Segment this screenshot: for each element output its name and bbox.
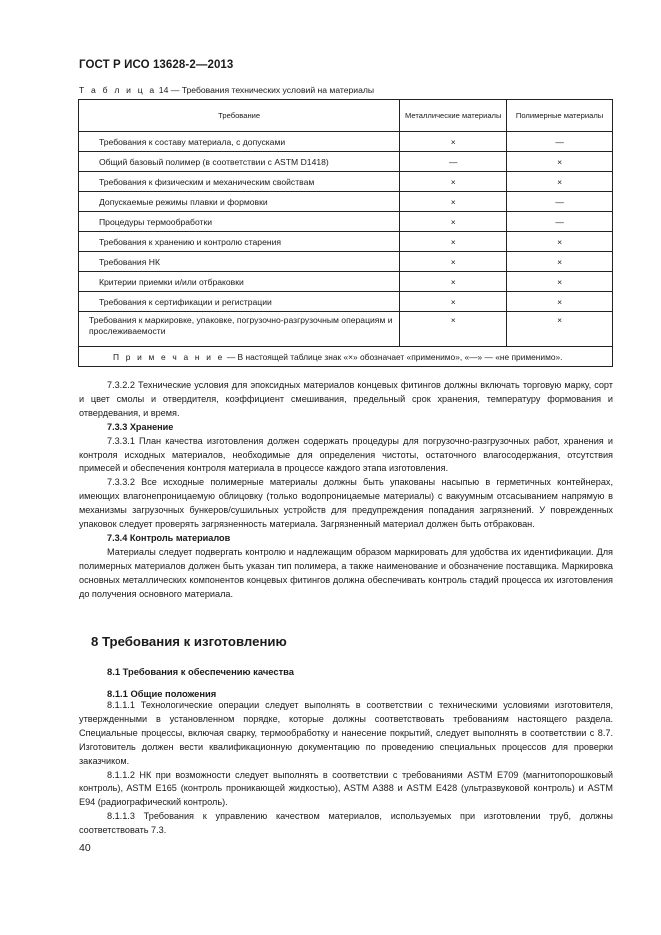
table-row: [79, 292, 613, 312]
page-number: 40: [79, 842, 91, 854]
paragraph: Материалы следует подвергать контролю и надлежащим образом маркировать для удобства их идентификации. Для полимерных материалов должен быть указан тип полимера, а также наименование и обозначение поставщика. Маркировка основных металлических компонентов концевых фитингов должна обеспечивать контроль стадий процесса их изготовления до получения основного материала.: [79, 546, 613, 599]
table-note: [79, 347, 613, 367]
materials-requirements-table: [78, 99, 613, 367]
section-7-text: [79, 379, 613, 602]
table-row: [79, 132, 613, 152]
subsection-heading: 8.1 Требования к обеспечению качества: [107, 666, 295, 677]
table-caption: [79, 85, 374, 95]
requirement-cell: Требования к физическим и механическим свойствам: [79, 172, 400, 192]
polymer-cell: ×: [507, 232, 613, 252]
metal-cell: ×: [400, 172, 507, 192]
table-caption-label: Т а б л и ц а: [79, 85, 157, 95]
metal-cell: ×: [400, 312, 507, 347]
metal-cell: ×: [400, 272, 507, 292]
requirement-cell: Требования к хранению и контролю старения: [79, 232, 400, 252]
paragraph: 7.3.2.2 Технические условия для эпоксидных материалов концевых фитингов должны включать торговую марку, сорт и цвет смолы и отвердителя, коэффициент смешивания, предельный срок хранения, температуру формования и отвердевания, и время.: [79, 380, 613, 418]
polymer-cell: ×: [507, 252, 613, 272]
table-row: [79, 312, 613, 347]
table-row: [79, 192, 613, 212]
paragraph: 7.3.3.1 План качества изготовления должен содержать процедуры для погрузочно-разгрузочных работ, хранения и контроля исходных материалов, необходимые для определения чистоты, остаточного влагосодержания, отсутствия примесей и обеспечения контроля материала в процессе каждого этапа изготовления.: [79, 435, 613, 474]
metal-cell: ×: [400, 292, 507, 312]
section-heading: 8 Требования к изготовлению: [91, 634, 287, 649]
requirement-cell: Процедуры термообработки: [79, 212, 400, 232]
requirement-cell: Требования НК: [79, 252, 400, 272]
table-header-row: [79, 100, 613, 132]
requirement-cell: Требования к составу материала, с допусками: [79, 132, 400, 152]
polymer-cell: ×: [507, 152, 613, 172]
metal-cell: ×: [400, 252, 507, 272]
table-row: [79, 232, 613, 252]
section-8-text: [79, 699, 613, 838]
subsection-heading: 7.3.3 Хранение: [107, 421, 174, 432]
polymer-cell: ×: [507, 292, 613, 312]
requirement-cell: Требования к маркировке, упаковке, погрузочно-разгрузочным операциям и прослеживаемости: [79, 312, 400, 347]
metal-cell: ×: [400, 232, 507, 252]
document-header: ГОСТ Р ИСО 13628-2—2013: [79, 59, 234, 71]
requirement-cell: Общий базовый полимер (в соответствии с ASTM D1418): [79, 152, 400, 172]
table-row: [79, 212, 613, 232]
paragraph: 8.1.1.1 Технологические операции следует выполнять в соответствии с техническими условиями изготовителя, утвержденными в установленном порядке, которые должны соответствовать требованиям настоящего раздела. Специальные процессы, включая сварку, термообработку и нанесение покрытий, следует выполнять в соответствии с 8.7. Изготовитель должен вести квалификационную документацию по проведению специальных процессов для проверки заказчиком.: [79, 700, 613, 766]
column-header-metal: Металлические материалы: [400, 100, 507, 132]
table-row: [79, 172, 613, 192]
table-row: [79, 152, 613, 172]
paragraph: 7.3.3.2 Все исходные полимерные материалы должны быть упакованы насыпью в герметичных контейнерах, имеющих влагонепроницаемую облицовку (только водопроницаемые материалы) с вакуумным отсасыванием напрямую в механизмы загрузочных бункеров/сушильных устройств для предупреждения попадания загрязнений. У поврежденных упаковок следует проверять загрязненность материала. Загрязненный материал должен быть отбракован.: [79, 477, 613, 530]
column-header-requirement: Требование: [79, 100, 400, 132]
subsection-heading: 7.3.4 Контроль материалов: [107, 532, 231, 543]
table-row: [79, 252, 613, 272]
column-header-polymer: Полимерные материалы: [507, 100, 613, 132]
table-note-label: П р и м е ч а н и е: [113, 351, 225, 362]
paragraph: 8.1.1.3 Требования к управлению качеством материалов, используемых при изготовлении труб, должны соответствовать 7.3.: [79, 811, 613, 836]
requirement-cell: Критерии приемки и/или отбраковки: [79, 272, 400, 292]
requirement-cell: Допускаемые режимы плавки и формовки: [79, 192, 400, 212]
polymer-cell: ×: [507, 272, 613, 292]
metal-cell: ×: [400, 192, 507, 212]
metal-cell: ×: [400, 132, 507, 152]
polymer-cell: ×: [507, 172, 613, 192]
table-note-text: — В настоящей таблице знак «×» обозначает «применимо», «—» — «не применимо».: [224, 351, 563, 362]
polymer-cell: —: [507, 212, 613, 232]
table-note-row: [79, 347, 613, 367]
metal-cell: —: [400, 152, 507, 172]
table-row: [79, 272, 613, 292]
paragraph: 8.1.1.2 НК при возможности следует выполнять в соответствии с требованиями ASTM E709 (магнитопорошковый контроль), ASTM E165 (контроль проникающей жидкостью), ASTM A388 и ASTM E428 (ультразвуковой контроль) и ASTM E94 (радиографический контроль).: [79, 769, 613, 808]
table-caption-title: 14 — Требования технических условий на материалы: [156, 85, 375, 95]
polymer-cell: —: [507, 192, 613, 212]
subsubsection-heading: 8.1.1 Общие положения: [107, 688, 217, 699]
polymer-cell: —: [507, 132, 613, 152]
metal-cell: ×: [400, 212, 507, 232]
requirement-cell: Требования к сертификации и регистрации: [79, 292, 400, 312]
polymer-cell: ×: [507, 312, 613, 347]
